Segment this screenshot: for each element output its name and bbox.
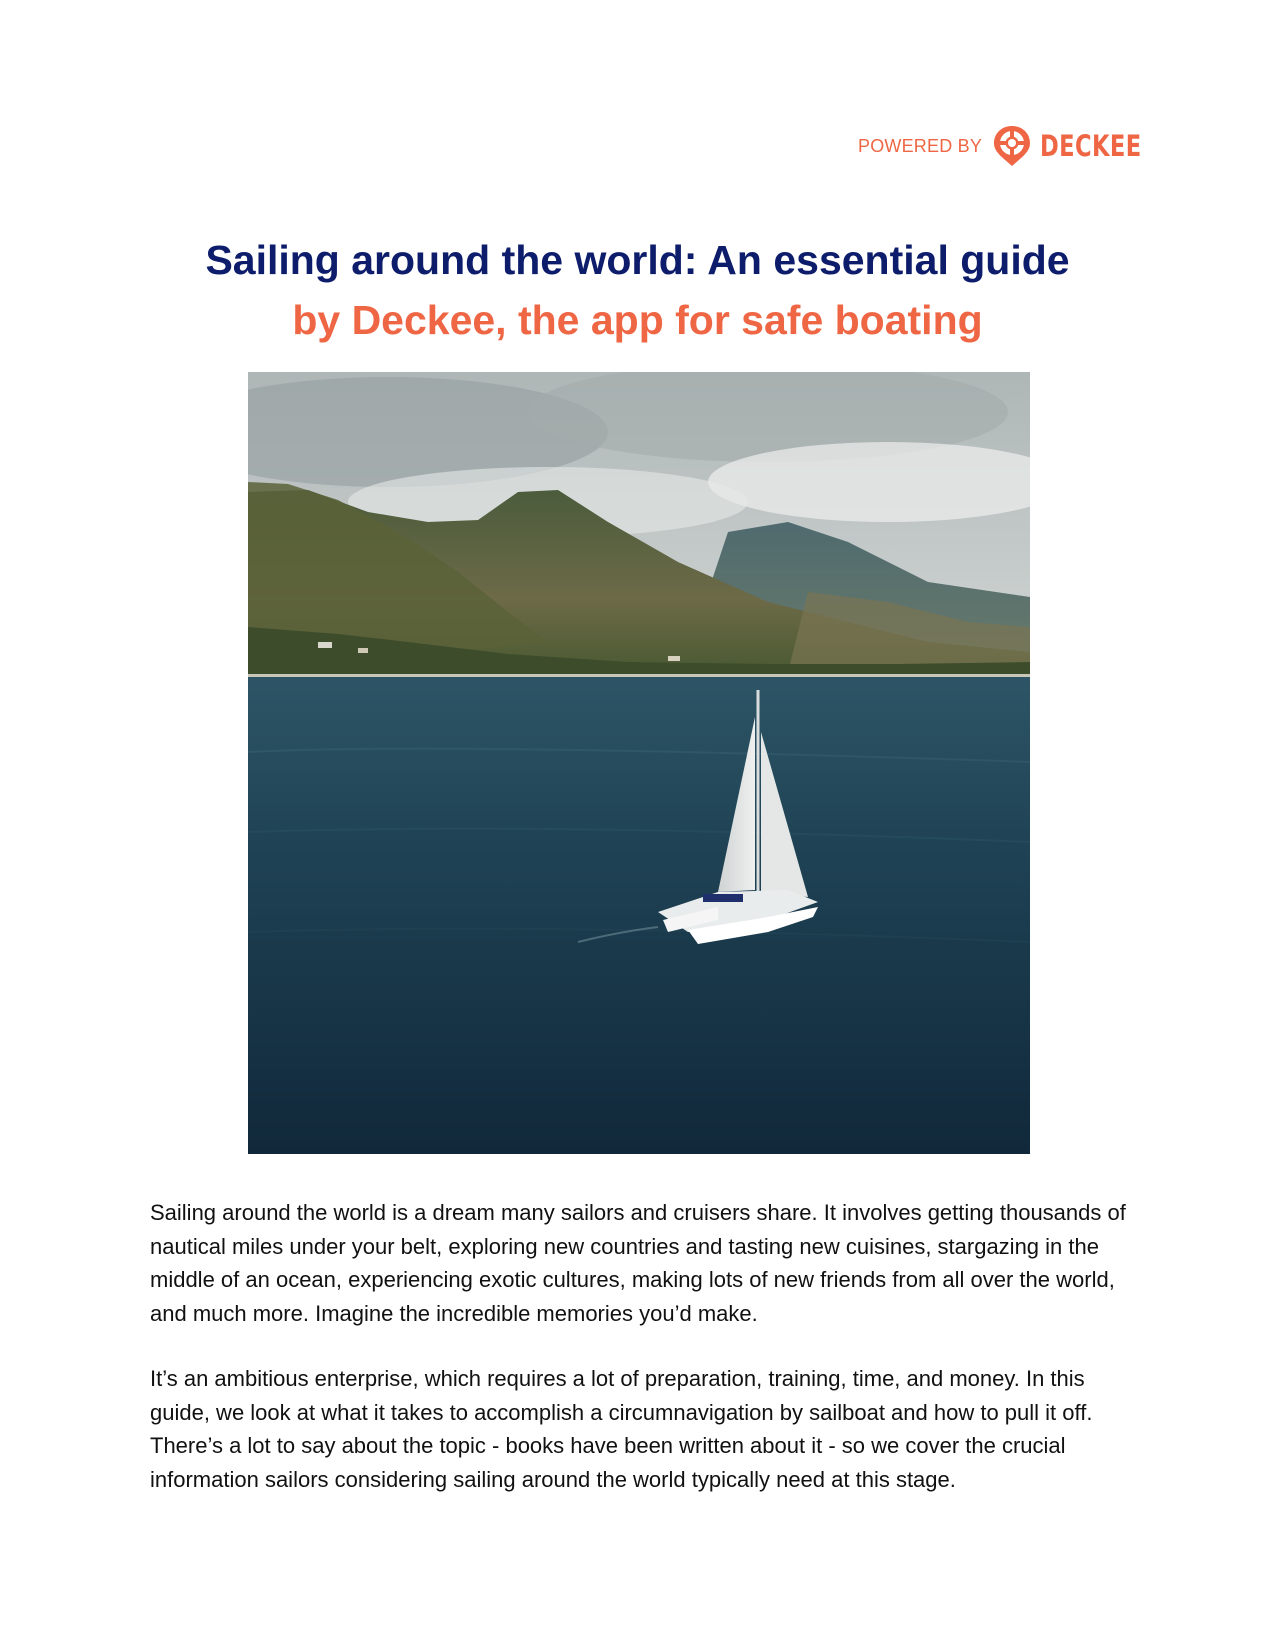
hero-image: [248, 372, 1030, 1154]
powered-by-badge: [858, 122, 1170, 170]
catamaran-photo-icon: [248, 372, 1030, 1154]
guide-overview-paragraph: It’s an ambitious enterprise, which requires a lot of preparation, training, time, and money. In this guide, we look at what it takes to accomplish a circumnavigation by sailboat and how to pull it off. There’s a lot to say about the topic - books have been written about it - so we cover the crucial information sailors considering sailing around the world typically need at this stage.: [150, 1366, 1093, 1492]
deckee-wordmark: DECKEE: [1040, 129, 1142, 163]
intro-paragraph: Sailing around the world is a dream many sailors and cruisers share. It involves getting thousands of nautical miles under your belt, exploring new countries and tasting new cuisines, stargazing in the middle of an ocean, experiencing exotic cultures, making lots of new friends from all over the world, and much more. Imagine the incredible memories you’d make.: [150, 1200, 1126, 1326]
page-title: Sailing around the world: An essential guide: [205, 237, 1070, 283]
deckee-logo-icon: [992, 124, 1032, 168]
page-subtitle: by Deckee, the app for safe boating: [292, 297, 983, 343]
powered-by-label: POWERED BY: [858, 135, 983, 156]
